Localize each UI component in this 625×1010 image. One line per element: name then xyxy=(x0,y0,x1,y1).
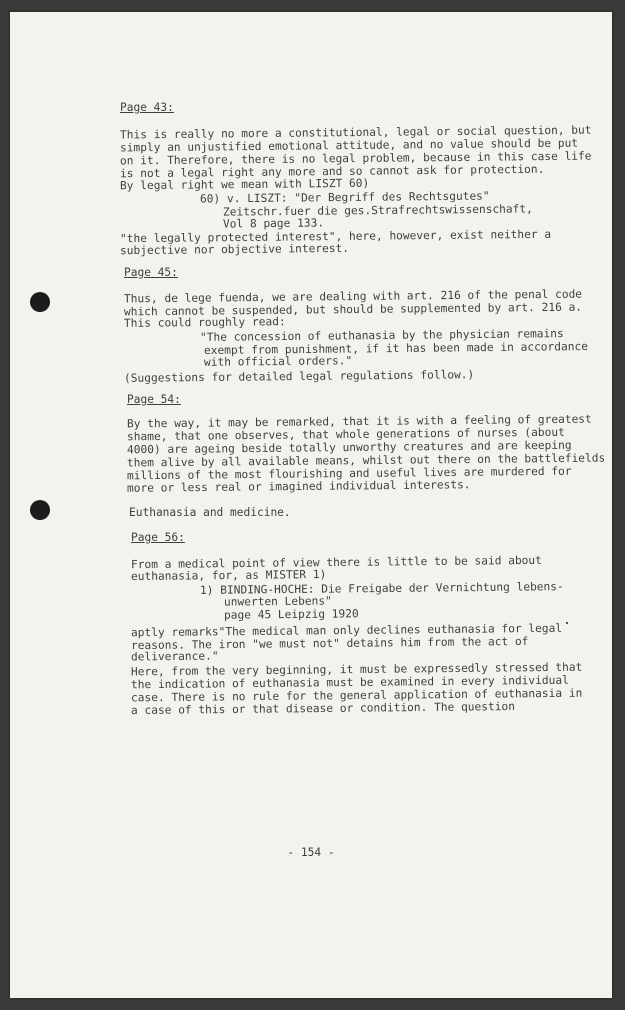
footnote-line: unwerten Lebens" xyxy=(223,594,332,609)
quote-line: "The concession of euthanasia by the physician remains xyxy=(199,327,564,344)
text-line: a case of this or that disease or condition. The question xyxy=(130,699,515,718)
text-line: By the way, it may be remarked, that it is with a feeling of greatest xyxy=(126,412,592,431)
footnote-line: page 45 Leipzig 1920 xyxy=(223,607,359,622)
text-line: subjective nor objective interest. xyxy=(119,241,350,258)
section-heading: Page 56: xyxy=(131,531,185,544)
text-line: reasons. The iron "we must not" detains him from the act of xyxy=(130,634,529,653)
footnote-line: Zeitschr.fuer die ges.Strafrechtswissenschaft, xyxy=(222,202,533,219)
text-line: This could roughly read: xyxy=(123,315,286,330)
text-line: millions of the most flourishing and useful lives are murdered for xyxy=(126,464,572,483)
text-line: aptly remarks"The medical man only declines euthanasia for legal xyxy=(130,621,563,640)
text-line: case. There is no rule for the general application of euthanasia in xyxy=(130,686,583,705)
text-line: euthanasia, for, as MISTER 1) xyxy=(130,567,327,584)
punch-hole-bottom xyxy=(30,500,50,520)
text-line: Here, from the very beginning, it must be expressedly stressed that xyxy=(130,660,583,679)
text-line: is not a legal right any more and so cannot ask for protection. xyxy=(119,162,545,181)
text-line: "the legally protected interest", here, however, exist neither a xyxy=(119,227,552,246)
document-page xyxy=(10,12,612,998)
quote-line: exempt from punishment, if it has been made in accordance xyxy=(203,339,588,358)
subsection-title: Euthanasia and medicine. xyxy=(129,506,291,519)
punch-hole-top xyxy=(30,292,50,312)
text-line: the indication of euthanasia must be examined in every individual xyxy=(130,673,569,692)
page-number: - 154 - xyxy=(287,846,335,859)
section-heading: Page 43: xyxy=(120,101,174,114)
footnote-line: Vol 8 page 133. xyxy=(222,216,325,231)
text-line: shame, that one observes, that whole generations of nurses (about xyxy=(126,425,565,444)
text-line: (Suggestions for detailed legal regulations follow.) xyxy=(123,368,475,385)
text-line: them alive by all available means, whilst out there on the battlefields xyxy=(126,451,606,470)
text-line: From a medical point of view there is little to be said about xyxy=(130,553,542,572)
text-line: simply an unjustified emotional attitude, and no value should be put xyxy=(119,136,579,155)
text-line: This is really no more a constitutional, legal or social question, but xyxy=(119,123,592,142)
text-line: on it. Therefore, there is no legal problem, because in this case life xyxy=(119,149,592,168)
text-line: deliverance." xyxy=(130,649,219,664)
footnote-line: 1) BINDING-HOCHE: Die Freigabe der Vernichtung lebens- xyxy=(199,580,564,597)
section-heading: Page 54: xyxy=(127,393,181,406)
text-line: 4000) are ageing beside totally unworthy creatures and are keeping xyxy=(126,438,572,457)
section-heading: Page 45: xyxy=(124,266,178,279)
margin-mark xyxy=(566,622,568,624)
text-line: more or less real or imagined individual interests. xyxy=(126,478,471,495)
footnote-line: 60) v. LISZT: "Der Begriff des Rechtsgutes" xyxy=(199,189,490,206)
quote-line: with official orders." xyxy=(203,354,353,369)
text-line: Thus, de lege fuenda, we are dealing with art. 216 of the penal code xyxy=(123,287,583,306)
text-line: By legal right we mean with LISZT 60) xyxy=(119,176,370,193)
text-line: which cannot be suspended, but should be supplemented by art. 216 a. xyxy=(123,300,583,319)
